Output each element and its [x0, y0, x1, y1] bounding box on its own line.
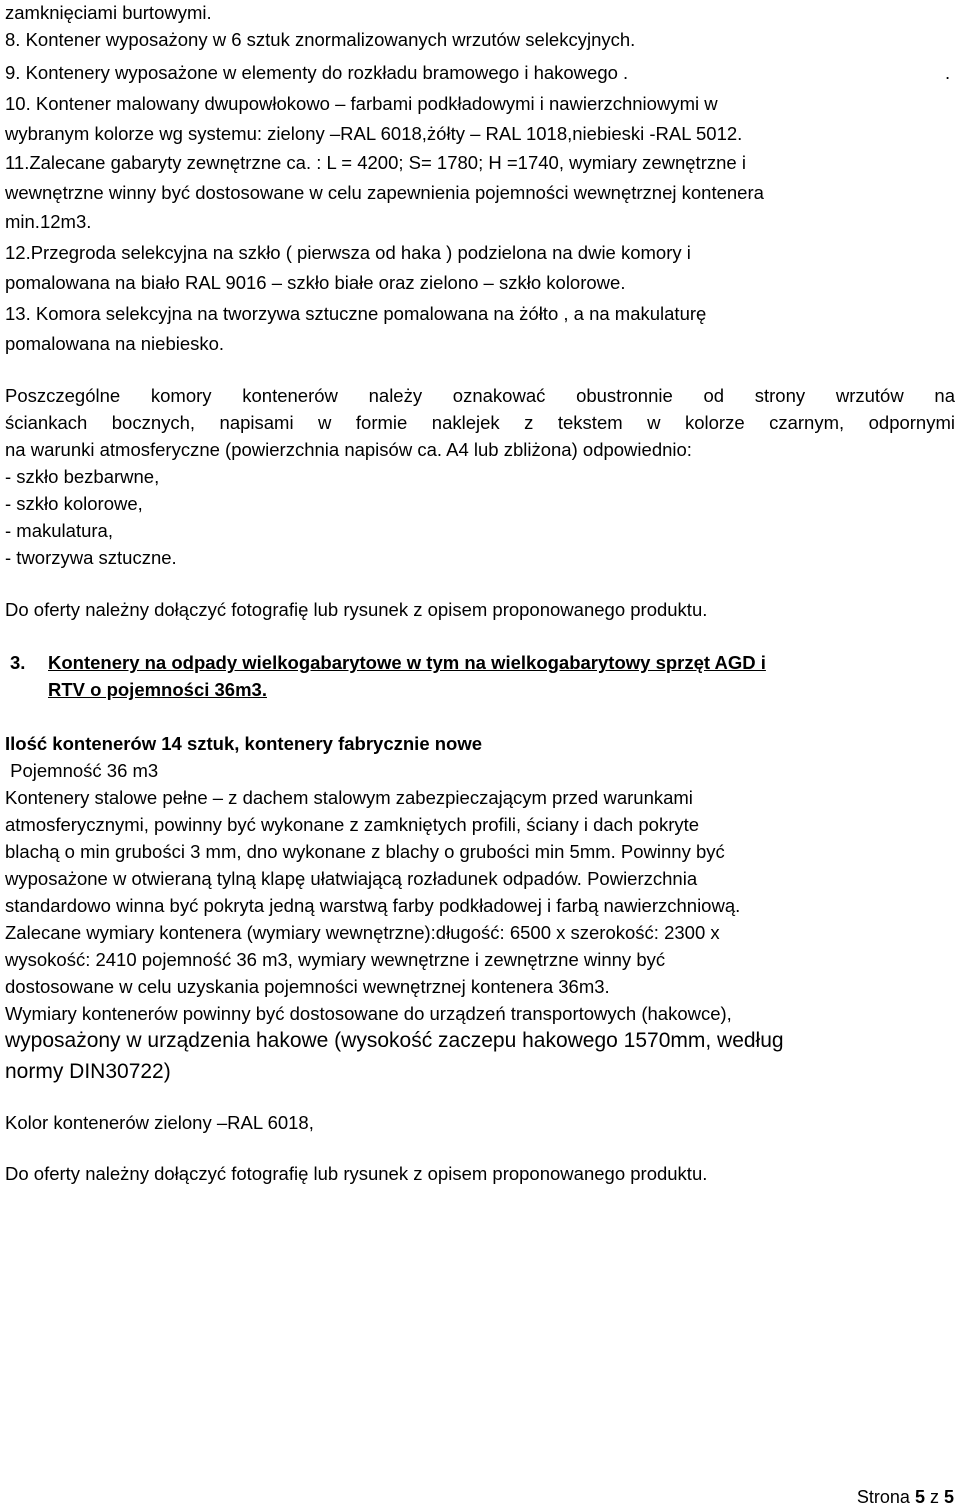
page-footer	[857, 1485, 954, 1509]
footer-separator: z	[929, 1487, 939, 1507]
list-item-10-line-2: wybranym kolorze wg systemu: zielony –RAL 6018,żółty – RAL 1018,niebieski -RAL 5012.	[5, 123, 743, 144]
list-line-0: zamknięciami burtowymi.	[5, 2, 212, 23]
list-item-9-trailing-dot: .	[945, 62, 951, 83]
list-item-11-line-2: wewnętrzne winny być dostosowane w celu zapewnienia pojemności wewnętrznej kontenera	[5, 182, 764, 203]
footer-page-number: 5	[914, 1487, 925, 1507]
labels-paragraph-line-3: na warunki atmosferyczne (powierzchnia napisów ca. A4 lub zbliżona) odpowiednio:	[5, 439, 692, 460]
description-line-7: wysokość: 2410 pojemność 36 m3, wymiary wewnętrzne i zewnętrzne winny być	[5, 949, 666, 970]
list-item-13-line-2: pomalowana na niebiesko.	[5, 333, 225, 354]
list-item-11-line-3: min.12m3.	[5, 211, 92, 232]
list-item-8: 8. Kontener wyposażony w 6 sztuk znormalizowanych wrzutów selekcyjnych.	[5, 29, 636, 50]
description-line-11: normy DIN30722)	[5, 1060, 171, 1083]
offer-note-2: Do oferty należny dołączyć fotografię lub rysunek z opisem proponowanego produktu.	[5, 1163, 708, 1184]
list-item-13-line-1: 13. Komora selekcyjna na tworzywa sztuczne pomalowana na żółto , a na makulaturę	[5, 303, 707, 324]
list-item-12-line-1: 12.Przegroda selekcyjna na szkło ( pierwsza od haka ) podzielona na dwie komory i	[5, 242, 691, 263]
section-3-title-line-1: Kontenery na odpady wielkogabarytowe w tym na wielkogabarytowy sprzęt AGD i	[48, 652, 766, 673]
footer-page-total: 5	[943, 1487, 954, 1507]
description-line-3: blachą o min grubości 3 mm, dno wykonane z blachy o grubości min 5mm. Powinny być	[5, 841, 725, 862]
list-item-9: 9. Kontenery wyposażone w elementy do rozkładu bramowego i hakowego .	[5, 62, 629, 83]
list-item-10-line-1: 10. Kontener malowany dwupowłokowo – farbami podkładowymi i nawierzchniowymi w	[5, 93, 718, 114]
description-line-9: Wymiary kontenerów powinny być dostosowane do urządzeń transportowych (hakowce),	[5, 1003, 732, 1024]
description-line-10: wyposażony w urządzenia hakowe (wysokość zaczepu hakowego 1570mm, według	[5, 1029, 784, 1052]
label-list-item: - makulatura,	[5, 520, 113, 541]
label-list-item: - szkło kolorowe,	[5, 493, 143, 514]
offer-note-1: Do oferty należny dołączyć fotografię lub rysunek z opisem proponowanego produktu.	[5, 599, 708, 620]
label-list-item: - tworzywa sztuczne.	[5, 547, 177, 568]
description-line-8: dostosowane w celu uzyskania pojemności wewnętrznej kontenera 36m3.	[5, 976, 610, 997]
description-line-5: standardowo winna być pokryta jedną warstwą farby podkładowej i farbą nawierzchniową.	[5, 895, 741, 916]
labels-paragraph-line-1: Poszczególne komory kontenerów należy oznakować obustronnie od strony wrzutów na	[5, 385, 955, 406]
footer-label: Strona	[856, 1487, 910, 1507]
label-list-item: - szkło bezbarwne,	[5, 466, 160, 487]
capacity-line: Pojemność 36 m3	[5, 760, 159, 781]
list-item-11-line-1: 11.Zalecane gabaryty zewnętrzne ca. : L = 4200; S= 1780; H =1740, wymiary zewnętrzne i	[5, 152, 746, 173]
labels-paragraph-line-2: ściankach bocznych, napisami w formie naklejek z tekstem w kolorze czarnym, odpornymi	[5, 412, 955, 433]
color-line: Kolor kontenerów zielony –RAL 6018,	[5, 1112, 314, 1133]
description-line-1: Kontenery stalowe pełne – z dachem stalowym zabezpieczającym przed warunkami	[5, 787, 693, 808]
section-3-number: 3.	[10, 652, 26, 673]
section-3-title-line-2: RTV o pojemności 36m3.	[48, 679, 267, 700]
quantity-line: Ilość kontenerów 14 sztuk, kontenery fabrycznie nowe	[5, 733, 483, 754]
description-line-6: Zalecane wymiary kontenera (wymiary wewnętrzne):długość: 6500 x szerokość: 2300 x	[5, 922, 720, 943]
list-item-12-line-2: pomalowana na biało RAL 9016 – szkło białe oraz zielono – szkło kolorowe.	[5, 272, 626, 293]
description-line-4: wyposażone w otwieraną tylną klapę ułatwiającą rozładunek odpadów. Powierzchnia	[5, 868, 698, 889]
description-line-2: atmosferycznymi, powinny być wykonane z zamkniętych profili, ściany i dach pokryte	[5, 814, 700, 835]
